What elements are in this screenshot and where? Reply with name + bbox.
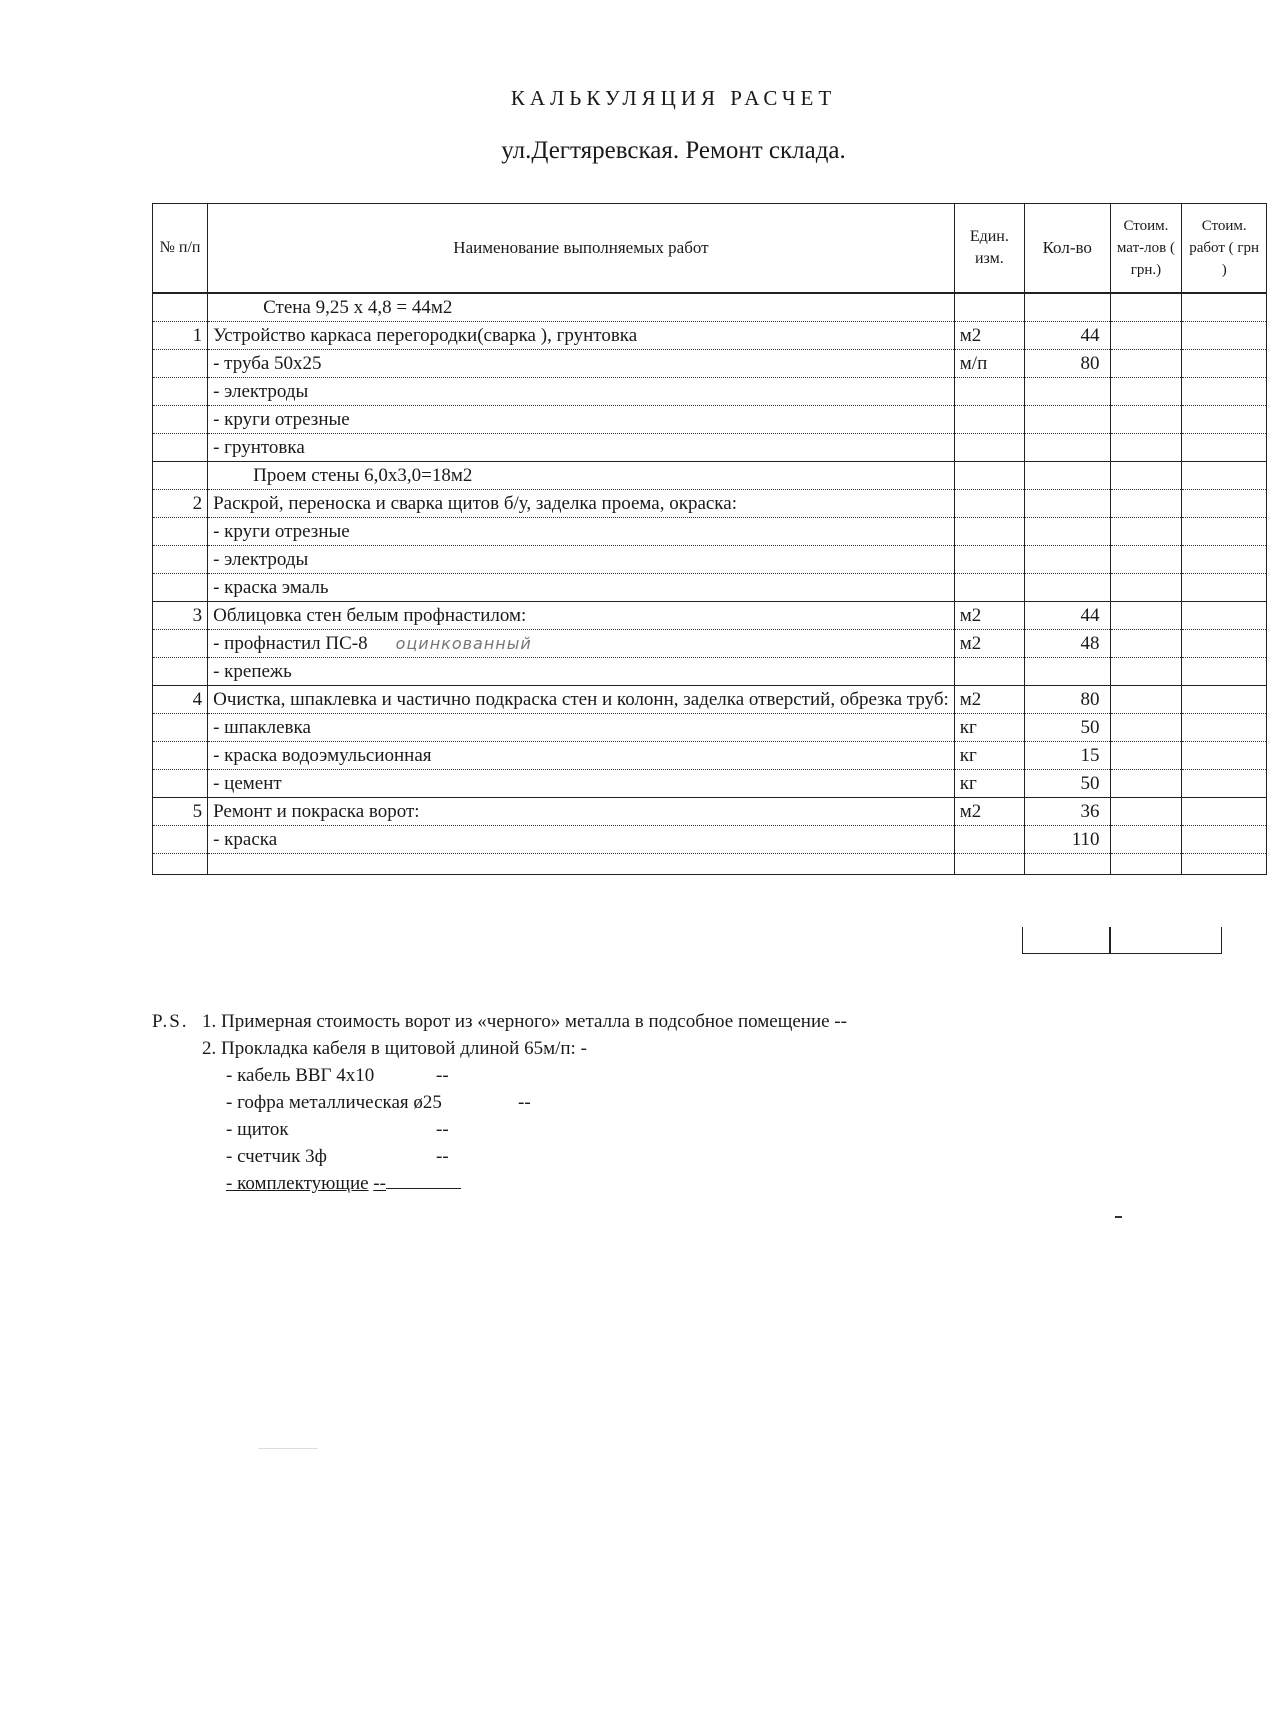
row-work-cost (1182, 742, 1267, 770)
row-mat-cost (1110, 322, 1182, 350)
row-work-cost (1182, 574, 1267, 602)
row-mat-cost (1110, 406, 1182, 434)
row-qty: 50 (1024, 770, 1110, 798)
scan-speck (1115, 1216, 1122, 1218)
row-name: - электроды (208, 546, 955, 574)
row-num (153, 546, 208, 574)
ps-subitem-name: - гофра металлическая ø25 (226, 1092, 442, 1113)
row-num (153, 770, 208, 798)
row-qty (1024, 490, 1110, 518)
table-row (153, 293, 1267, 322)
row-name: Ремонт и покраска ворот: (208, 798, 955, 826)
row-unit: м2 (954, 686, 1024, 714)
row-unit: м2 (954, 630, 1024, 658)
row-qty: 80 (1024, 686, 1110, 714)
table-row (153, 854, 1267, 875)
table-row (153, 518, 1267, 546)
row-mat-cost (1110, 686, 1182, 714)
ps-subitem-name: - счетчик 3ф (226, 1146, 327, 1167)
row-work-cost (1182, 518, 1267, 546)
row-num (153, 630, 208, 658)
row-name: - грунтовка (208, 434, 955, 462)
table-row (153, 322, 1267, 350)
row-mat-cost (1110, 518, 1182, 546)
table-row (153, 630, 1267, 658)
row-mat-cost (1110, 378, 1182, 406)
table-row (153, 462, 1267, 490)
total-divider (1109, 927, 1111, 953)
row-work-cost (1182, 322, 1267, 350)
header-name: Наименование выполняемых работ (208, 204, 955, 294)
row-unit (954, 293, 1024, 322)
row-qty: 44 (1024, 322, 1110, 350)
ps-subitem (152, 1143, 847, 1170)
row-mat-cost (1110, 546, 1182, 574)
row-num: 4 (153, 686, 208, 714)
row-unit (954, 826, 1024, 854)
row-unit (954, 462, 1024, 490)
row-work-cost (1182, 686, 1267, 714)
row-qty: 44 (1024, 602, 1110, 630)
row-unit: м2 (954, 602, 1024, 630)
row-unit (954, 546, 1024, 574)
table-row (153, 406, 1267, 434)
row-mat-cost (1110, 434, 1182, 462)
row-name: - труба 50х25 (208, 350, 955, 378)
row-unit (954, 658, 1024, 686)
ps-subitem-name: - комплектующие (226, 1173, 369, 1194)
row-qty (1024, 546, 1110, 574)
row-qty: 80 (1024, 350, 1110, 378)
ps-subitem (152, 1116, 847, 1143)
row-work-cost (1182, 378, 1267, 406)
row-name: - шпаклевка (208, 714, 955, 742)
ps-subitem-value: -- (436, 1065, 449, 1086)
row-work-cost (1182, 406, 1267, 434)
row-qty (1024, 406, 1110, 434)
row-mat-cost (1110, 854, 1182, 875)
table-row (153, 546, 1267, 574)
row-num (153, 574, 208, 602)
signature-line (386, 1170, 461, 1189)
row-name: - крепежь (208, 658, 955, 686)
row-num: 3 (153, 602, 208, 630)
row-num (153, 742, 208, 770)
row-name: - круги отрезные (208, 518, 955, 546)
row-mat-cost (1110, 293, 1182, 322)
row-num (153, 378, 208, 406)
row-work-cost (1182, 658, 1267, 686)
ps-subitem-value: -- (436, 1119, 449, 1140)
row-name: - краска водоэмульсионная (208, 742, 955, 770)
row-mat-cost (1110, 770, 1182, 798)
ps-subitem (152, 1170, 847, 1197)
row-unit (954, 434, 1024, 462)
row-num (153, 406, 208, 434)
ps-subitem-value: -- (436, 1146, 449, 1167)
ps-subitem-name: - кабель ВВГ 4х10 (226, 1065, 375, 1086)
section-heading: Стена 9,25 х 4,8 = 44м2 (208, 293, 955, 322)
row-work-cost (1182, 350, 1267, 378)
postscript (152, 1008, 847, 1197)
table-row (153, 350, 1267, 378)
row-work-cost (1182, 293, 1267, 322)
row-qty: 15 (1024, 742, 1110, 770)
row-name: Раскрой, переноска и сварка щитов б/у, заделка проема, окраска: (208, 490, 955, 518)
row-num: 2 (153, 490, 208, 518)
document-title: КАЛЬКУЛЯЦИЯ РАСЧЕТ (510, 86, 837, 110)
row-name: Облицовка стен белым профнастилом: (208, 602, 955, 630)
row-num (153, 293, 208, 322)
row-unit (954, 854, 1024, 875)
row-name: - электроды (208, 378, 955, 406)
ps-subitem (152, 1062, 847, 1089)
row-qty (1024, 462, 1110, 490)
row-name-text: - профнастил ПС-8 (213, 633, 368, 654)
ps-subitem-value: -- (373, 1173, 386, 1194)
row-mat-cost (1110, 350, 1182, 378)
document-subtitle: ул.Дегтяревская. Ремонт склада. (501, 137, 846, 164)
row-num (153, 350, 208, 378)
header-work-cost: Стоим. работ ( грн ) (1182, 204, 1267, 294)
ps-subitem-value: -- (518, 1092, 531, 1113)
row-name: - цемент (208, 770, 955, 798)
row-unit: кг (954, 770, 1024, 798)
ps-label: P.S. (152, 1011, 189, 1032)
table-row (153, 574, 1267, 602)
row-name: Очистка, шпаклевка и частично подкраска стен и колонн, заделка отверстий, обрезка труб: (208, 686, 955, 714)
row-num (153, 714, 208, 742)
row-qty: 50 (1024, 714, 1110, 742)
row-mat-cost (1110, 658, 1182, 686)
row-unit (954, 378, 1024, 406)
table-row (153, 378, 1267, 406)
ps-item-1-text: 1. Примерная стоимость ворот из «черного» металла в подсобное помещение -- (202, 1011, 847, 1032)
row-unit: м2 (954, 322, 1024, 350)
row-num (153, 434, 208, 462)
header-num: № п/п (153, 204, 208, 294)
row-work-cost (1182, 630, 1267, 658)
row-work-cost (1182, 826, 1267, 854)
ps-item-2: 2. Прокладка кабеля в щитовой длиной 65м/п: - (202, 1038, 587, 1059)
row-unit (954, 574, 1024, 602)
row-qty (1024, 434, 1110, 462)
table-row (153, 826, 1267, 854)
row-unit: м/п (954, 350, 1024, 378)
row-qty (1024, 518, 1110, 546)
row-unit (954, 406, 1024, 434)
ps-subitem-name: - щиток (226, 1119, 289, 1140)
row-name (208, 854, 955, 875)
ps-subitem (152, 1089, 847, 1116)
row-mat-cost (1110, 574, 1182, 602)
row-num: 1 (153, 322, 208, 350)
header-qty: Кол-во (1024, 204, 1110, 294)
row-work-cost (1182, 462, 1267, 490)
row-unit (954, 490, 1024, 518)
row-mat-cost (1110, 490, 1182, 518)
row-unit: м2 (954, 798, 1024, 826)
ps-item-1 (152, 1008, 847, 1035)
row-num (153, 854, 208, 875)
table-row (153, 434, 1267, 462)
row-name: - краска эмаль (208, 574, 955, 602)
row-work-cost (1182, 434, 1267, 462)
row-qty: 110 (1024, 826, 1110, 854)
handwritten-note: оцинкованный (395, 634, 532, 653)
table-row (153, 658, 1267, 686)
row-mat-cost (1110, 826, 1182, 854)
table-row (153, 490, 1267, 518)
table-row (153, 602, 1267, 630)
row-work-cost (1182, 714, 1267, 742)
row-unit: кг (954, 714, 1024, 742)
row-mat-cost (1110, 630, 1182, 658)
row-qty (1024, 574, 1110, 602)
row-name: - круги отрезные (208, 406, 955, 434)
header-mat-cost: Стоим. мат-лов ( грн.) (1110, 204, 1182, 294)
row-num (153, 462, 208, 490)
table-row (153, 686, 1267, 714)
row-name: - краска (208, 826, 955, 854)
row-unit: кг (954, 742, 1024, 770)
row-num (153, 658, 208, 686)
row-work-cost (1182, 770, 1267, 798)
row-mat-cost (1110, 602, 1182, 630)
row-qty: 36 (1024, 798, 1110, 826)
row-qty (1024, 293, 1110, 322)
row-name (208, 630, 955, 658)
table-row (153, 742, 1267, 770)
row-mat-cost (1110, 742, 1182, 770)
row-work-cost (1182, 490, 1267, 518)
row-qty (1024, 378, 1110, 406)
row-mat-cost (1110, 714, 1182, 742)
row-mat-cost (1110, 462, 1182, 490)
table-total-cells (1022, 927, 1222, 954)
calculation-table (152, 203, 1267, 875)
section-heading: Проем стены 6,0х3,0=18м2 (208, 462, 955, 490)
row-num (153, 518, 208, 546)
row-qty (1024, 658, 1110, 686)
row-work-cost (1182, 602, 1267, 630)
row-qty (1024, 854, 1110, 875)
row-num (153, 826, 208, 854)
row-qty: 48 (1024, 630, 1110, 658)
row-work-cost (1182, 546, 1267, 574)
row-num: 5 (153, 798, 208, 826)
row-unit (954, 518, 1024, 546)
row-name: Устройство каркаса перегородки(сварка ), грунтовка (208, 322, 955, 350)
scan-speck (258, 1448, 318, 1449)
table-row (153, 770, 1267, 798)
row-work-cost (1182, 854, 1267, 875)
table-header-row (153, 204, 1267, 294)
row-mat-cost (1110, 798, 1182, 826)
header-unit: Един. изм. (954, 204, 1024, 294)
table-row (153, 798, 1267, 826)
row-work-cost (1182, 798, 1267, 826)
table-row (153, 714, 1267, 742)
